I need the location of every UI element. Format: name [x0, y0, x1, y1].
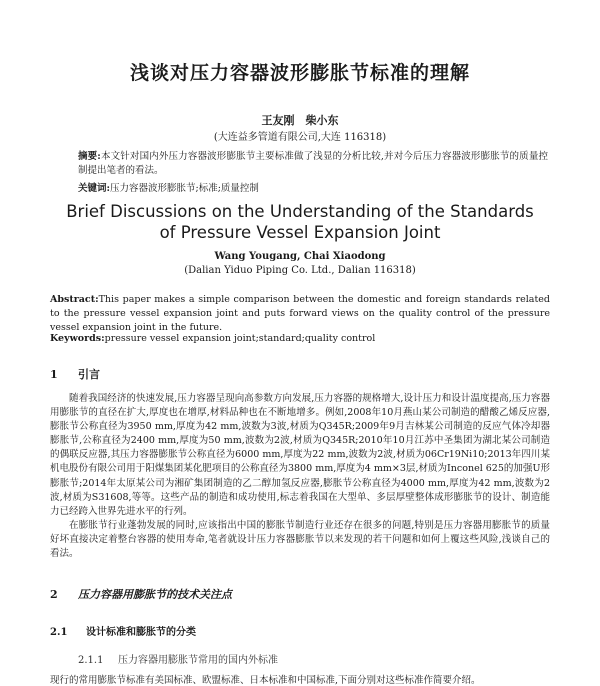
- section-2-title: 压力容器用膨胀节的技术关注点: [78, 588, 232, 601]
- section-1-number: 1: [50, 368, 58, 381]
- title-english-line1: Brief Discussions on the Understanding of the Standards: [66, 202, 534, 221]
- abstract-english-label: Abstract:: [50, 294, 99, 305]
- section-2-1-heading: [50, 623, 196, 638]
- authors-chinese: 王友刚 柴小东: [261, 114, 339, 127]
- affiliation-chinese: (大连益多管道有限公司,大连 116318): [213, 132, 387, 143]
- abstract-chinese-label: 摘要:: [78, 151, 101, 162]
- title-english-line2: of Pressure Vessel Expansion Joint: [159, 223, 441, 242]
- section-2-heading: [50, 586, 232, 602]
- introduction-body: [50, 392, 550, 561]
- keywords-chinese: [78, 180, 548, 194]
- affiliation-english: (Dalian Yiduo Piping Co. Ltd., Dalian 116318): [184, 265, 416, 276]
- abstract-english-text: This paper makes a simple comparison between the domestic and foreign standards related to the pressure vessel expansion joint and puts forward views on the quality control of the pressure vessel expansion joint in the future.: [50, 294, 550, 333]
- keywords-chinese-text: 压力容器波形膨胀节;标准;质量控制: [110, 183, 259, 194]
- abstract-english: [50, 293, 550, 335]
- section-2-1-number: 2.1: [50, 627, 68, 638]
- section-1-heading: [50, 366, 100, 382]
- section-2-1-1-title: 压力容器用膨胀节常用的国内外标准: [118, 655, 278, 666]
- paragraph-1: 随着我国经济的快速发展,压力容器呈现向高参数方向发展,压力容器的规格增大,设计压力和设计温度提高,压力容器用膨胀节的直径在扩大,厚度也在增厚,材料品种也在不断地增多。例如,2008年10月燕山某公司制造的醋酸乙烯反应器,膨胀节公称直径为3950 mm,厚度为42 mm,波数为3波,材质为Q345R;2009年9月吉林某公司制造的反应气体冷却器膨胀节,公称直径为2400 mm,厚度为50 mm,波数为2波,材质为Q345R;2010年10月江苏中圣集团为湖北某公司制造的偶联反应器,其压力容器膨胀节公称直径为6000 mm,厚度为22 mm,波数为2波,材质为06Cr19Ni10;2013年四川某机电股份有限公司用于阳煤集团某化肥项目的公称直径为3800 mm,厚度为4 mm×3层,材质为Inconel 625的加强U形膨胀节;2014年太原某公司为湘矿集团制造的乙二醇加氢反应器,膨胀节公称直径为4000 mm,厚度为42 mm,波数为2波,材质为S31608,等等。这些产品的制造和成功使用,标志着我国在大型单、多层厚壁整体成形膨胀节的设计、制造能力已经跨入世界先进水平的行列。: [50, 393, 550, 517]
- abstract-chinese: [78, 150, 548, 178]
- keywords-chinese-label: 关键词:: [78, 183, 111, 194]
- abstract-chinese-text: 本文针对国内外压力容器波形膨胀节主要标准做了浅显的分析比较,并对今后压力容器波形膨胀节的质量控制提出笔者的看法。: [78, 151, 548, 176]
- section-2-number: 2: [50, 588, 58, 601]
- section-1-title: 引言: [78, 368, 100, 381]
- section-2-1-title: 设计标准和膨胀节的分类: [86, 627, 196, 638]
- section-2-1-1-number: 2.1.1: [78, 655, 104, 666]
- section-2-1-1-heading: [78, 651, 278, 666]
- title-chinese: 浅谈对压力容器波形膨胀节标准的理解: [129, 62, 470, 84]
- keywords-english: [50, 333, 550, 344]
- authors-english: Wang Yougang, Chai Xiaodong: [214, 251, 386, 262]
- title-english: [0, 201, 600, 243]
- section-2-1-1-first-line: 现行的常用膨胀节标准有美国标准、欧盟标准、日本标准和中国标准,下面分别对这些标准作简要介绍。: [50, 675, 481, 686]
- keywords-english-label: Keywords:: [50, 333, 105, 344]
- paragraph-2: 在膨胀节行业蓬勃发展的同时,应该指出中国的膨胀节制造行业还存在很多的问题,特别是压力容器用膨胀节的质量好坏直接决定着整台容器的使用寿命,笔者就设计压力容器膨胀节以来发现的若干问题和如何上覆这些风险,浅谈自己的看法。: [50, 519, 550, 560]
- keywords-english-text: pressure vessel expansion joint;standard;quality control: [104, 333, 376, 344]
